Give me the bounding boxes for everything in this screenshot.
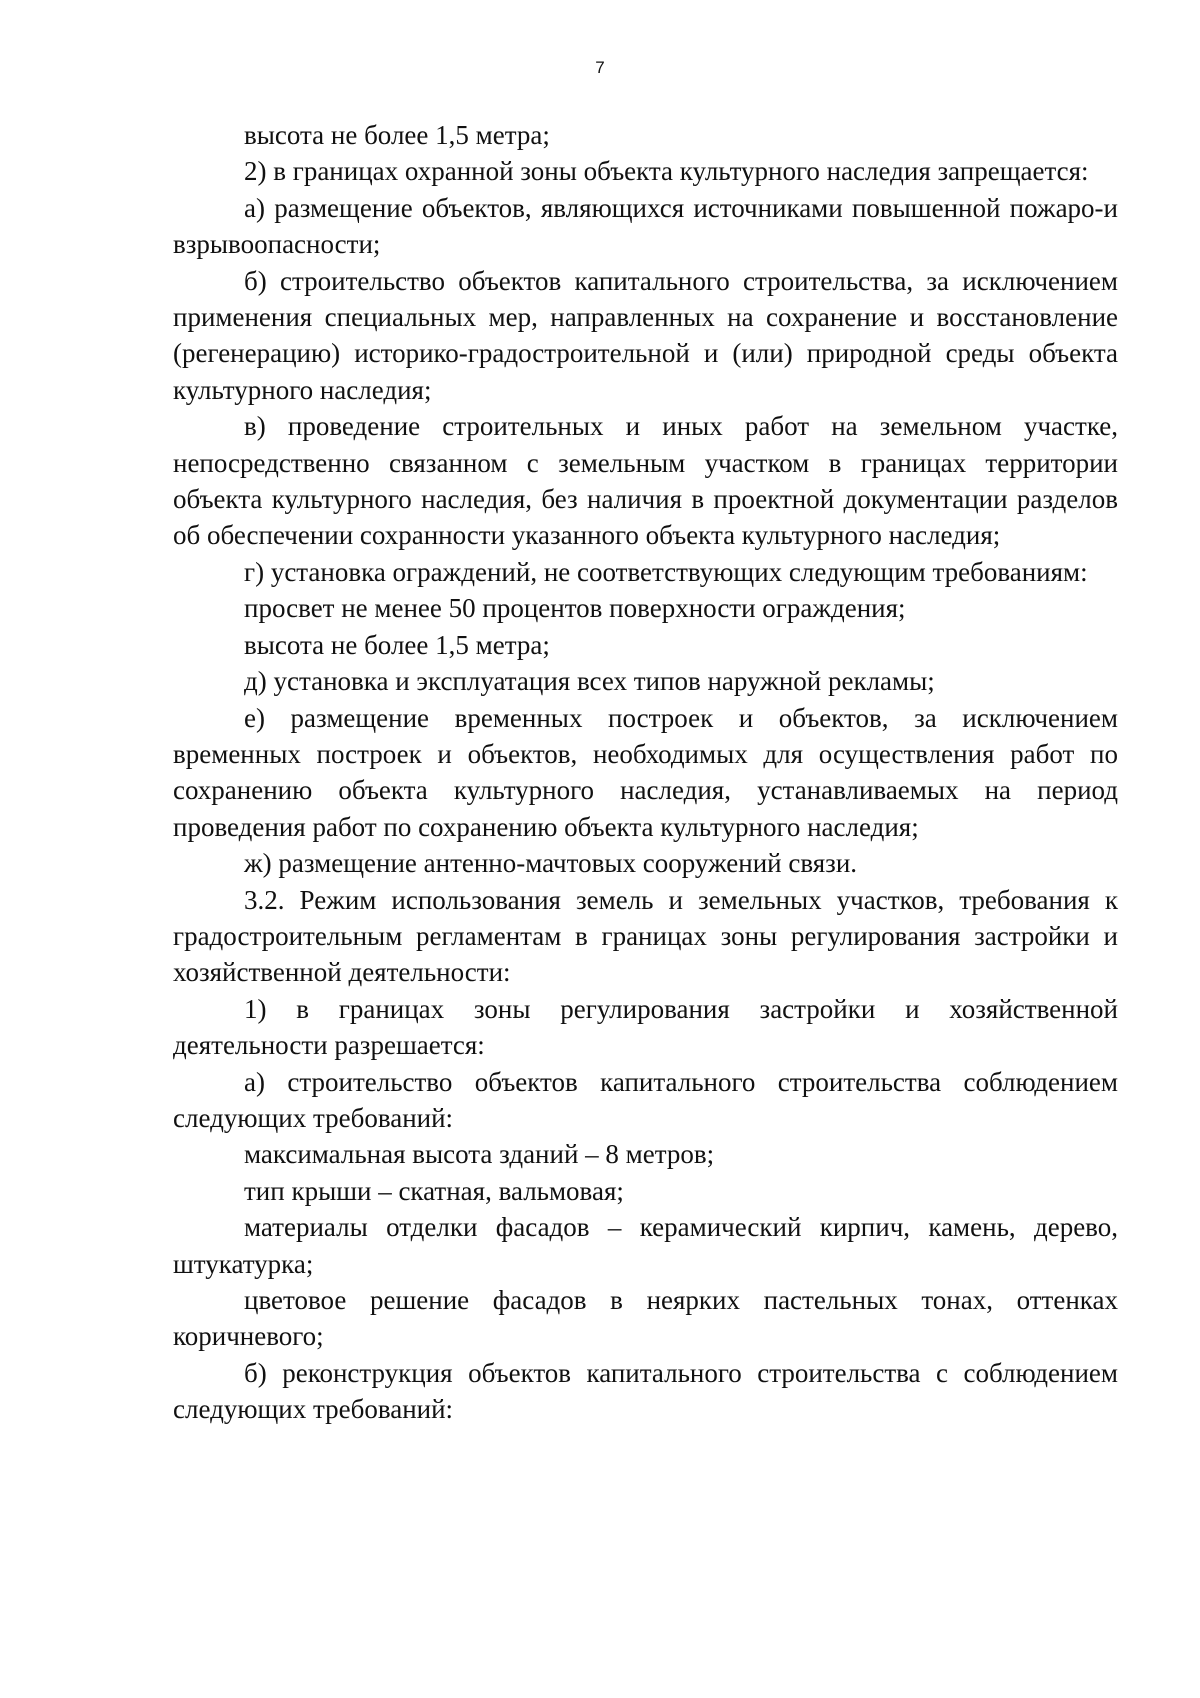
- paragraph: е) размещение временных построек и объектов, за исключением временных построек и объектов, необходимых для осуществления работ по сохранению объекта культурного наследия, устанавливаемых на период проведения работ по сохранению объекта культурного наследия;: [173, 702, 1118, 842]
- paragraph: а) строительство объектов капитального строительства соблюдением следующих требований:: [173, 1066, 1118, 1133]
- paragraph: тип крыши – скатная, вальмовая;: [244, 1175, 624, 1206]
- paragraph: цветовое решение фасадов в неярких пастельных тонах, оттенках коричневого;: [173, 1285, 1118, 1352]
- paragraph: в) проведение строительных и иных работ на земельном участке, непосредственно связанном с земельным участком в границах территории объекта культурного наследия, без наличия в проектной документации разделов об обеспечении сохранности указанного объекта культурного наследия;: [173, 411, 1118, 551]
- paragraph: а) размещение объектов, являющихся источниками повышенной пожаро-и взрывоопасности;: [173, 192, 1118, 260]
- paragraph: 1) в границах зоны регулирования застройки и хозяйственной деятельности разрешается:: [173, 993, 1118, 1061]
- page-number: 7: [595, 58, 605, 77]
- paragraph: б) строительство объектов капитального строительства, за исключением применения специальных мер, направленных на сохранение и восстановление (регенерацию) историко-градостроительной и (или) природной среды объекта культурного наследия;: [173, 265, 1118, 405]
- paragraph: 2) в границах охранной зоны объекта культурного наследия запрещается:: [244, 156, 1089, 187]
- paragraph: высота не более 1,5 метра;: [244, 629, 550, 660]
- paragraph: просвет не менее 50 процентов поверхности ограждения;: [244, 593, 906, 624]
- paragraph: 3.2. Режим использования земель и земельных участков, требования к градостроительным регламентам в границах зоны регулирования застройки и хозяйственной деятельности:: [173, 884, 1118, 988]
- document-body: [173, 117, 1118, 1428]
- paragraph: ж) размещение антенно-мачтовых сооружений связи.: [244, 848, 858, 879]
- paragraph: максимальная высота зданий – 8 метров;: [244, 1139, 715, 1170]
- paragraph: высота не более 1,5 метра;: [244, 120, 550, 150]
- paragraph: материалы отделки фасадов – керамический кирпич, камень, дерево, штукатурка;: [173, 1212, 1118, 1279]
- paragraph: б) реконструкция объектов капитального строительства с соблюдением следующих требований:: [173, 1357, 1118, 1425]
- paragraph: д) установка и эксплуатация всех типов наружной рекламы;: [244, 666, 935, 697]
- paragraph: г) установка ограждений, не соответствующих следующим требованиям:: [244, 556, 1088, 587]
